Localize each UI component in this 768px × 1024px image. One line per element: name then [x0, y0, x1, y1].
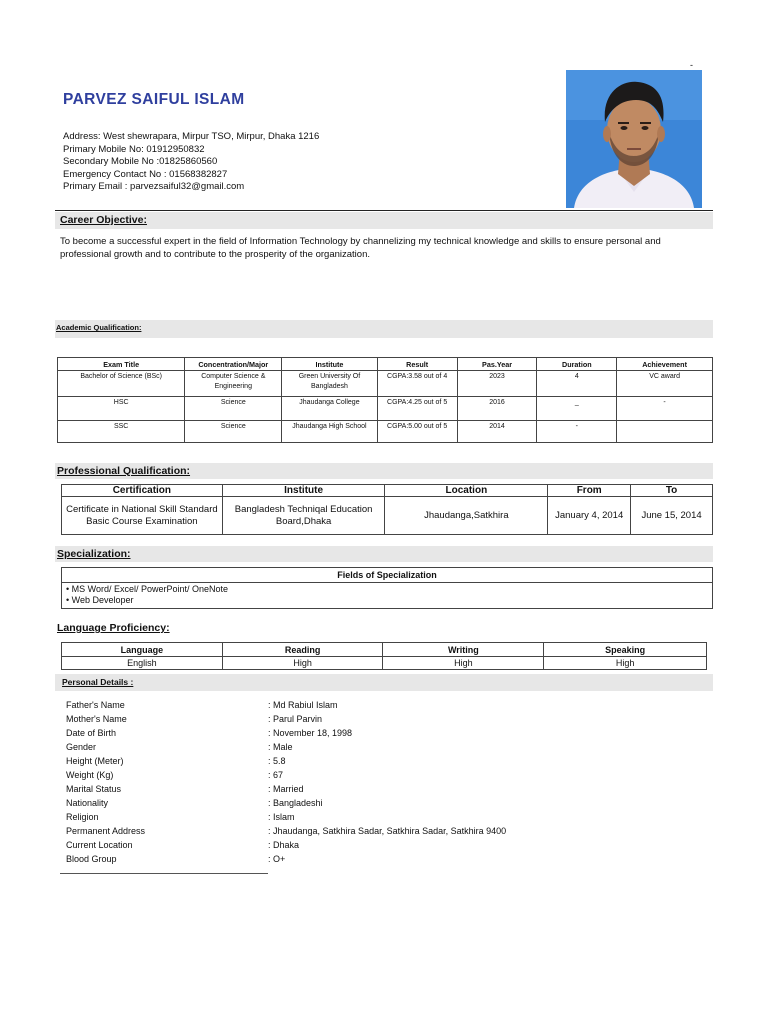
table-cell: Bachelor of Science (BSc): [58, 371, 185, 397]
detail-label: Marital Status: [66, 784, 122, 794]
professional-heading: Professional Qualification:: [57, 465, 191, 477]
table-cell: Green University Of Bangladesh: [282, 371, 377, 397]
academic-band: [55, 320, 713, 338]
col-location: Location: [385, 485, 548, 497]
detail-value: : Islam: [268, 812, 295, 822]
detail-value: : 5.8: [268, 756, 286, 766]
list-item: [66, 796, 323, 810]
detail-label: Mother's Name: [66, 714, 127, 724]
detail-value: : O+: [268, 854, 286, 864]
career-objective-text: To become a successful expert in the field of Information Technology by channelizing my technical knowledge and skills to ensure personal and professional growth and to contribute to the prosperity of the organization.: [60, 236, 661, 260]
table-cell: -: [617, 397, 713, 421]
specialization-header-row: [62, 568, 713, 583]
table-cell: SSC: [58, 421, 185, 443]
detail-label: Current Location: [66, 840, 133, 850]
academic-heading: Academic Qualification:: [56, 323, 142, 332]
detail-label: Blood Group: [66, 854, 117, 864]
table-cell: Certificate in National Skill Standard Basic Course Examination: [62, 497, 223, 535]
table-cell: CGPA:4.25 out of 5: [377, 397, 457, 421]
address-line: Address: West shewrapara, Mirpur TSO, Mirpur, Dhaka 1216: [63, 131, 320, 142]
detail-label: Gender: [66, 742, 97, 752]
personal-details-heading: Personal Details :: [62, 677, 134, 687]
detail-label: Father's Name: [66, 700, 125, 710]
detail-value: : Married: [268, 784, 304, 794]
table-cell: Jhaudanga High School: [282, 421, 377, 443]
table-cell: Bangladesh Techniqal Education Board,Dhaka: [222, 497, 385, 535]
detail-value: : Male: [268, 742, 293, 752]
detail-value: : November 18, 1998: [268, 728, 353, 738]
col-result: Result: [377, 358, 457, 371]
table-row: [58, 421, 713, 443]
professional-header-row: [62, 485, 713, 497]
table-cell: [617, 421, 713, 443]
table-cell: January 4, 2014: [548, 497, 631, 535]
detail-label: Religion: [66, 812, 99, 822]
primary-mobile-line: Primary Mobile No: 01912950832: [63, 143, 205, 155]
col-institute: Institute: [282, 358, 377, 371]
personal-details-list: [66, 698, 706, 868]
col-from: From: [548, 485, 631, 497]
table-cell: Science: [185, 421, 282, 443]
table-cell: _: [537, 397, 617, 421]
footer-rule: [60, 873, 268, 874]
col-reading: Reading: [222, 643, 383, 657]
career-objective-band: [55, 212, 713, 229]
personal-details-band: [55, 674, 713, 691]
detail-label: Permanent Address: [66, 826, 146, 836]
language-table: [61, 642, 707, 670]
detail-value: : 67: [268, 770, 284, 780]
table-cell: CGPA:5.00 out of 5: [377, 421, 457, 443]
table-cell: HSC: [58, 397, 185, 421]
table-cell: High: [544, 657, 707, 670]
emergency-contact-line: Emergency Contact No : 01568382827: [63, 168, 228, 180]
table-cell: 4: [537, 371, 617, 397]
table-cell: Computer Science & Engineering: [185, 371, 282, 397]
table-row: [62, 657, 707, 670]
list-item: • Web Developer: [66, 595, 134, 605]
academic-header-row: [58, 358, 713, 371]
corner-mark: -: [690, 60, 693, 70]
specialization-heading: Specialization:: [57, 548, 131, 560]
profile-photo-illustration: [566, 70, 702, 208]
col-duration: Duration: [537, 358, 617, 371]
col-speaking: Speaking: [544, 643, 707, 657]
professional-table: [61, 484, 713, 535]
profile-photo: [566, 70, 702, 208]
col-concentration: Concentration/Major: [185, 358, 282, 371]
detail-value: : Dhaka: [268, 840, 300, 850]
table-cell: 2023: [457, 371, 537, 397]
detail-label: Height (Meter): [66, 756, 124, 766]
list-item: [66, 782, 304, 796]
detail-value: : Md Rabiul Islam: [268, 700, 338, 710]
list-item: [66, 810, 295, 824]
email-line: Primary Email : parvezsaiful32@gmail.com: [63, 181, 245, 192]
table-cell: English: [62, 657, 223, 670]
col-writing: Writing: [383, 643, 544, 657]
col-institute: Institute: [222, 485, 385, 497]
section-divider: [55, 210, 713, 211]
language-header-row: [62, 643, 707, 657]
list-item: [66, 740, 293, 754]
table-cell: 2014: [457, 421, 537, 443]
table-cell: Science: [185, 397, 282, 421]
contact-block: [63, 131, 319, 194]
col-pass-year: Pas.Year: [457, 358, 537, 371]
detail-label: Nationality: [66, 798, 109, 808]
table-cell: VC award: [617, 371, 713, 397]
specialization-band: [55, 546, 713, 562]
detail-label: Weight (Kg): [66, 770, 114, 780]
list-item: [66, 726, 353, 740]
col-certification: Certification: [62, 485, 223, 497]
list-item: [66, 838, 300, 852]
list-item: [66, 754, 286, 768]
table-row: [62, 583, 713, 609]
table-cell: High: [383, 657, 544, 670]
table-row: [62, 497, 713, 535]
detail-value: : Bangladeshi: [268, 798, 323, 808]
table-row: [58, 371, 713, 397]
list-item: [66, 698, 338, 712]
table-cell: -: [537, 421, 617, 443]
detail-value: : Jhaudanga, Satkhira Sadar, Satkhira Sadar, Satkhira 9400: [268, 826, 507, 836]
table-cell: High: [222, 657, 383, 670]
list-item: • MS Word/ Excel/ PowerPoint/ OneNote: [66, 584, 229, 594]
table-row: [58, 397, 713, 421]
career-objective-heading: Career Objective:: [60, 214, 147, 226]
secondary-mobile-line: Secondary Mobile No :01825860560: [63, 156, 218, 167]
detail-value: : Parul Parvin: [268, 714, 323, 724]
specialization-table: [61, 567, 713, 609]
table-cell: Jhaudanga College: [282, 397, 377, 421]
table-cell: CGPA:3.58 out of 4: [377, 371, 457, 397]
col-fields-of-specialization: Fields of Specialization: [62, 568, 713, 583]
col-language: Language: [62, 643, 223, 657]
col-achievement: Achievement: [617, 358, 713, 371]
list-item: [66, 852, 286, 866]
table-cell: June 15, 2014: [631, 497, 713, 535]
list-item: [66, 712, 323, 726]
list-item: [66, 824, 507, 838]
table-cell: 2016: [457, 397, 537, 421]
col-exam-title: Exam Title: [58, 358, 185, 371]
detail-label: Date of Birth: [66, 728, 117, 738]
academic-table: [57, 357, 713, 443]
language-heading: Language Proficiency:: [57, 622, 170, 634]
col-to: To: [631, 485, 713, 497]
list-item: [66, 768, 284, 782]
table-cell: Jhaudanga,Satkhira: [385, 497, 548, 535]
candidate-name: PARVEZ SAIFUL ISLAM: [63, 91, 245, 108]
specialization-list: [62, 583, 713, 609]
